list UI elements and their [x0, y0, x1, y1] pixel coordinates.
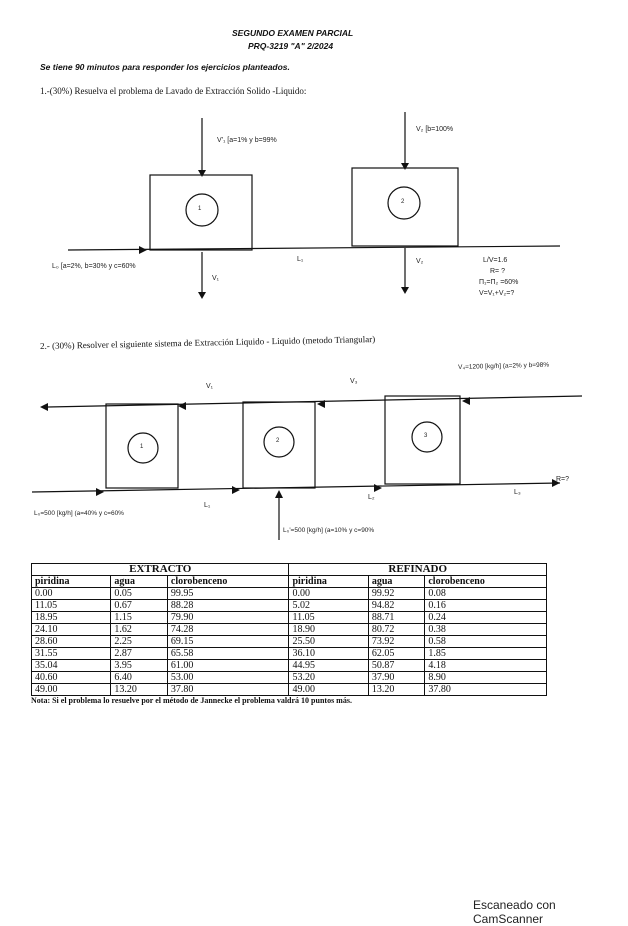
table-cell: 79.90: [167, 612, 289, 624]
group-header-extract: EXTRACTO: [32, 564, 289, 576]
table-cell: 36.10: [289, 648, 368, 660]
course-code: PRQ-3219 "A" 2/2024: [248, 41, 334, 51]
l0-label-q2: L₀=500 [kg/h] (a=40% y c=60%: [34, 510, 124, 517]
table-row: [32, 636, 547, 648]
condition-lv: L/V=1.6: [483, 257, 508, 264]
v1-prime-label: V'₁ [a=1% y b=99%: [217, 137, 277, 144]
table-cell: 5.02: [289, 600, 368, 612]
table-row: [32, 672, 547, 684]
table-cell: 99.92: [368, 588, 424, 600]
table-cell: 0.00: [32, 588, 111, 600]
table-cell: 24.10: [32, 624, 111, 636]
v2-out-label: V₂: [416, 258, 424, 265]
table-cell: 25.50: [289, 636, 368, 648]
table-cell: 88.28: [167, 600, 289, 612]
table-cell: 0.08: [425, 588, 547, 600]
column-header: piridina: [289, 576, 368, 588]
table-cell: 13.20: [111, 684, 167, 696]
table-cell: 31.55: [32, 648, 111, 660]
stage-2-box-q2: [243, 402, 315, 488]
table-cell: 0.24: [425, 612, 547, 624]
column-header: piridina: [32, 576, 111, 588]
l3-label-q2: L₃: [514, 489, 521, 496]
l2-label-q2: L₂: [368, 494, 375, 501]
stage-2-number: 2: [401, 199, 405, 205]
stage-3-number-q2: 3: [424, 433, 428, 439]
table-cell: 50.87: [368, 660, 424, 672]
table-cell: 18.95: [32, 612, 111, 624]
table-cell: 11.05: [289, 612, 368, 624]
table-cell: 73.92: [368, 636, 424, 648]
v2-label: V₂ [b=100%: [416, 126, 454, 133]
l1-label: L₁: [297, 256, 304, 263]
l1-label-q2: L₁: [204, 502, 211, 509]
arrow-extract-out: [40, 403, 48, 411]
table-row: [32, 684, 547, 696]
table-cell: 99.95: [167, 588, 289, 600]
v1-label-q2: V₁: [206, 383, 214, 390]
table-cell: 61.00: [167, 660, 289, 672]
table-group-header-row: [32, 564, 547, 576]
table-cell: 1.85: [425, 648, 547, 660]
table-row: [32, 588, 547, 600]
table-cell: 37.80: [167, 684, 289, 696]
table-cell: 88.71: [368, 612, 424, 624]
table-row: [32, 624, 547, 636]
table-cell: 53.20: [289, 672, 368, 684]
table-column-header-row: [32, 576, 547, 588]
exam-title: SEGUNDO EXAMEN PARCIAL: [232, 28, 354, 38]
table-cell: 49.00: [289, 684, 368, 696]
table-cell: 94.82: [368, 600, 424, 612]
table-cell: 13.20: [368, 684, 424, 696]
table-cell: 3.95: [111, 660, 167, 672]
bonus-note: Nota: Si el problema lo resuelve por el método de Jannecke el problema valdrá 10 puntos más.: [31, 696, 352, 705]
time-note: Se tiene 90 minutos para responder los ejercicios planteados.: [40, 62, 290, 72]
column-header: agua: [111, 576, 167, 588]
table-cell: 37.90: [368, 672, 424, 684]
arrow-l0-prime: [275, 490, 283, 498]
stage-2-number-q2: 2: [276, 438, 280, 444]
table-row: [32, 660, 547, 672]
table-cell: 0.16: [425, 600, 547, 612]
question-1-text: 1.-(30%) Resuelva el problema de Lavado de Extracción Solido -Liquido:: [40, 86, 307, 96]
condition-v-total: V=V₁+V₂=?: [479, 290, 515, 297]
table-cell: 0.00: [289, 588, 368, 600]
table-cell: 62.05: [368, 648, 424, 660]
table-cell: 35.04: [32, 660, 111, 672]
stage-1-number: 1: [198, 206, 202, 212]
table-cell: 0.67: [111, 600, 167, 612]
condition-efficiency: Π₁=Π₂ =60%: [479, 279, 519, 286]
table-cell: 18.90: [289, 624, 368, 636]
table-cell: 0.58: [425, 636, 547, 648]
question-2-text: 2.- (30%) Resolver el siguiente sistema de Extracción Liquido - Liquido (metodo Triangular): [40, 333, 376, 351]
column-header: clorobenceno: [425, 576, 547, 588]
table-cell: 65.58: [167, 648, 289, 660]
table-cell: 53.00: [167, 672, 289, 684]
v3-label-q2: V₃: [350, 378, 358, 385]
table-cell: 6.40: [111, 672, 167, 684]
table-cell: 49.00: [32, 684, 111, 696]
table-cell: 1.62: [111, 624, 167, 636]
group-header-refined: REFINADO: [289, 564, 547, 576]
table-cell: 2.25: [111, 636, 167, 648]
table-cell: 1.15: [111, 612, 167, 624]
stage-1-number-q2: 1: [140, 444, 144, 450]
table-cell: 8.90: [425, 672, 547, 684]
table-cell: 40.60: [32, 672, 111, 684]
column-header: agua: [368, 576, 424, 588]
table-row: [32, 600, 547, 612]
table-cell: 0.38: [425, 624, 547, 636]
scanner-watermark: Escaneado con CamScanner: [473, 898, 556, 926]
v1-out-label: V₁: [212, 275, 220, 282]
table-cell: 11.05: [32, 600, 111, 612]
l0-prime-label: L₀'=500 [kg/h] (a=10% y c=90%: [283, 527, 375, 534]
table-cell: 69.15: [167, 636, 289, 648]
table-cell: 0.05: [111, 588, 167, 600]
table-cell: 74.28: [167, 624, 289, 636]
condition-r: R= ?: [490, 268, 505, 275]
table-cell: 80.72: [368, 624, 424, 636]
table-cell: 4.18: [425, 660, 547, 672]
table-cell: 37.80: [425, 684, 547, 696]
l0-label: L₀ [a=2%, b=30% y c=60%: [52, 263, 136, 270]
table-row: [32, 612, 547, 624]
stage-3-box-q2: [385, 396, 460, 484]
column-header: clorobenceno: [167, 576, 289, 588]
v4-label: V₄=1200 [kg/h] (a=2% y b=98%: [458, 361, 550, 371]
table-cell: 2.87: [111, 648, 167, 660]
table-row: [32, 648, 547, 660]
table-cell: 44.95: [289, 660, 368, 672]
r-label-q2: R=?: [556, 476, 570, 483]
equilibrium-table: [31, 563, 547, 696]
table-cell: 28.60: [32, 636, 111, 648]
